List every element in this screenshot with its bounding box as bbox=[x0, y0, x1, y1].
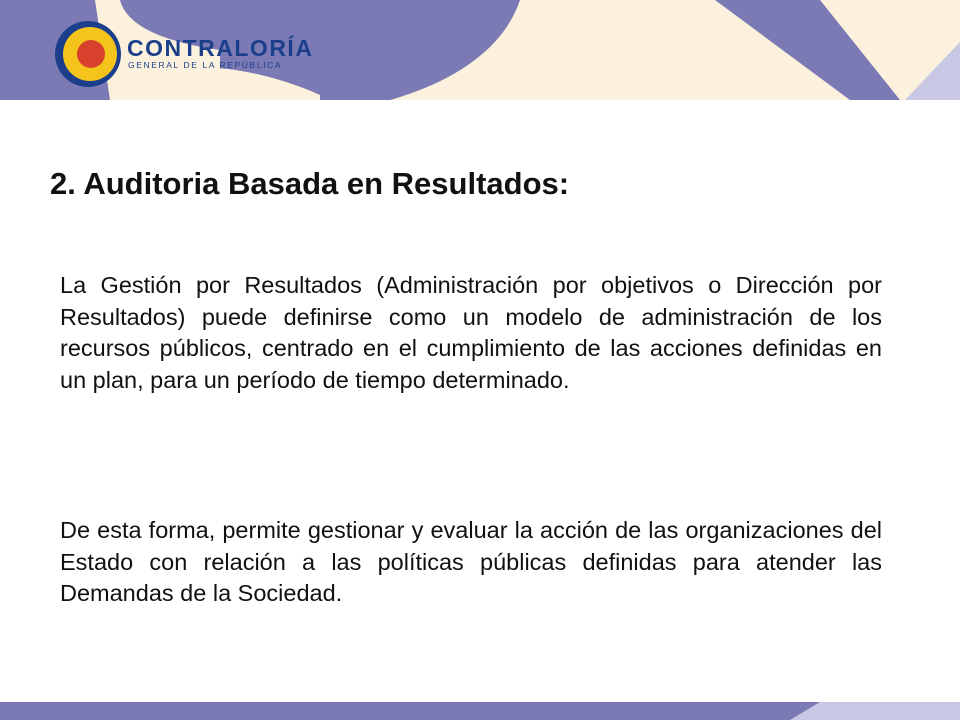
footer-band bbox=[0, 702, 960, 720]
logo-wordmark: CONTRALORÍA bbox=[127, 35, 314, 61]
logo-subtitle: GENERAL DE LA REPÚBLICA bbox=[128, 60, 283, 70]
body-paragraph-2: De esta forma, permite gestionar y evaluar la acción de las organizaciones del Estado con relación a las políticas públicas definidas para atender las Demandas de la Sociedad. bbox=[60, 517, 882, 606]
slide-title: 2. Auditoria Basada en Resultados: bbox=[50, 166, 570, 201]
body-paragraph-1: La Gestión por Resultados (Administración por objetivos o Dirección por Resultados) puede definirse como un modelo de administración de los recursos públicos, centrado en el cumplimiento de las acciones definidas en un plan, para un período de tiempo determinado. bbox=[60, 272, 882, 393]
contraloria-logo bbox=[52, 18, 312, 90]
logo-emblem-icon bbox=[52, 18, 124, 90]
